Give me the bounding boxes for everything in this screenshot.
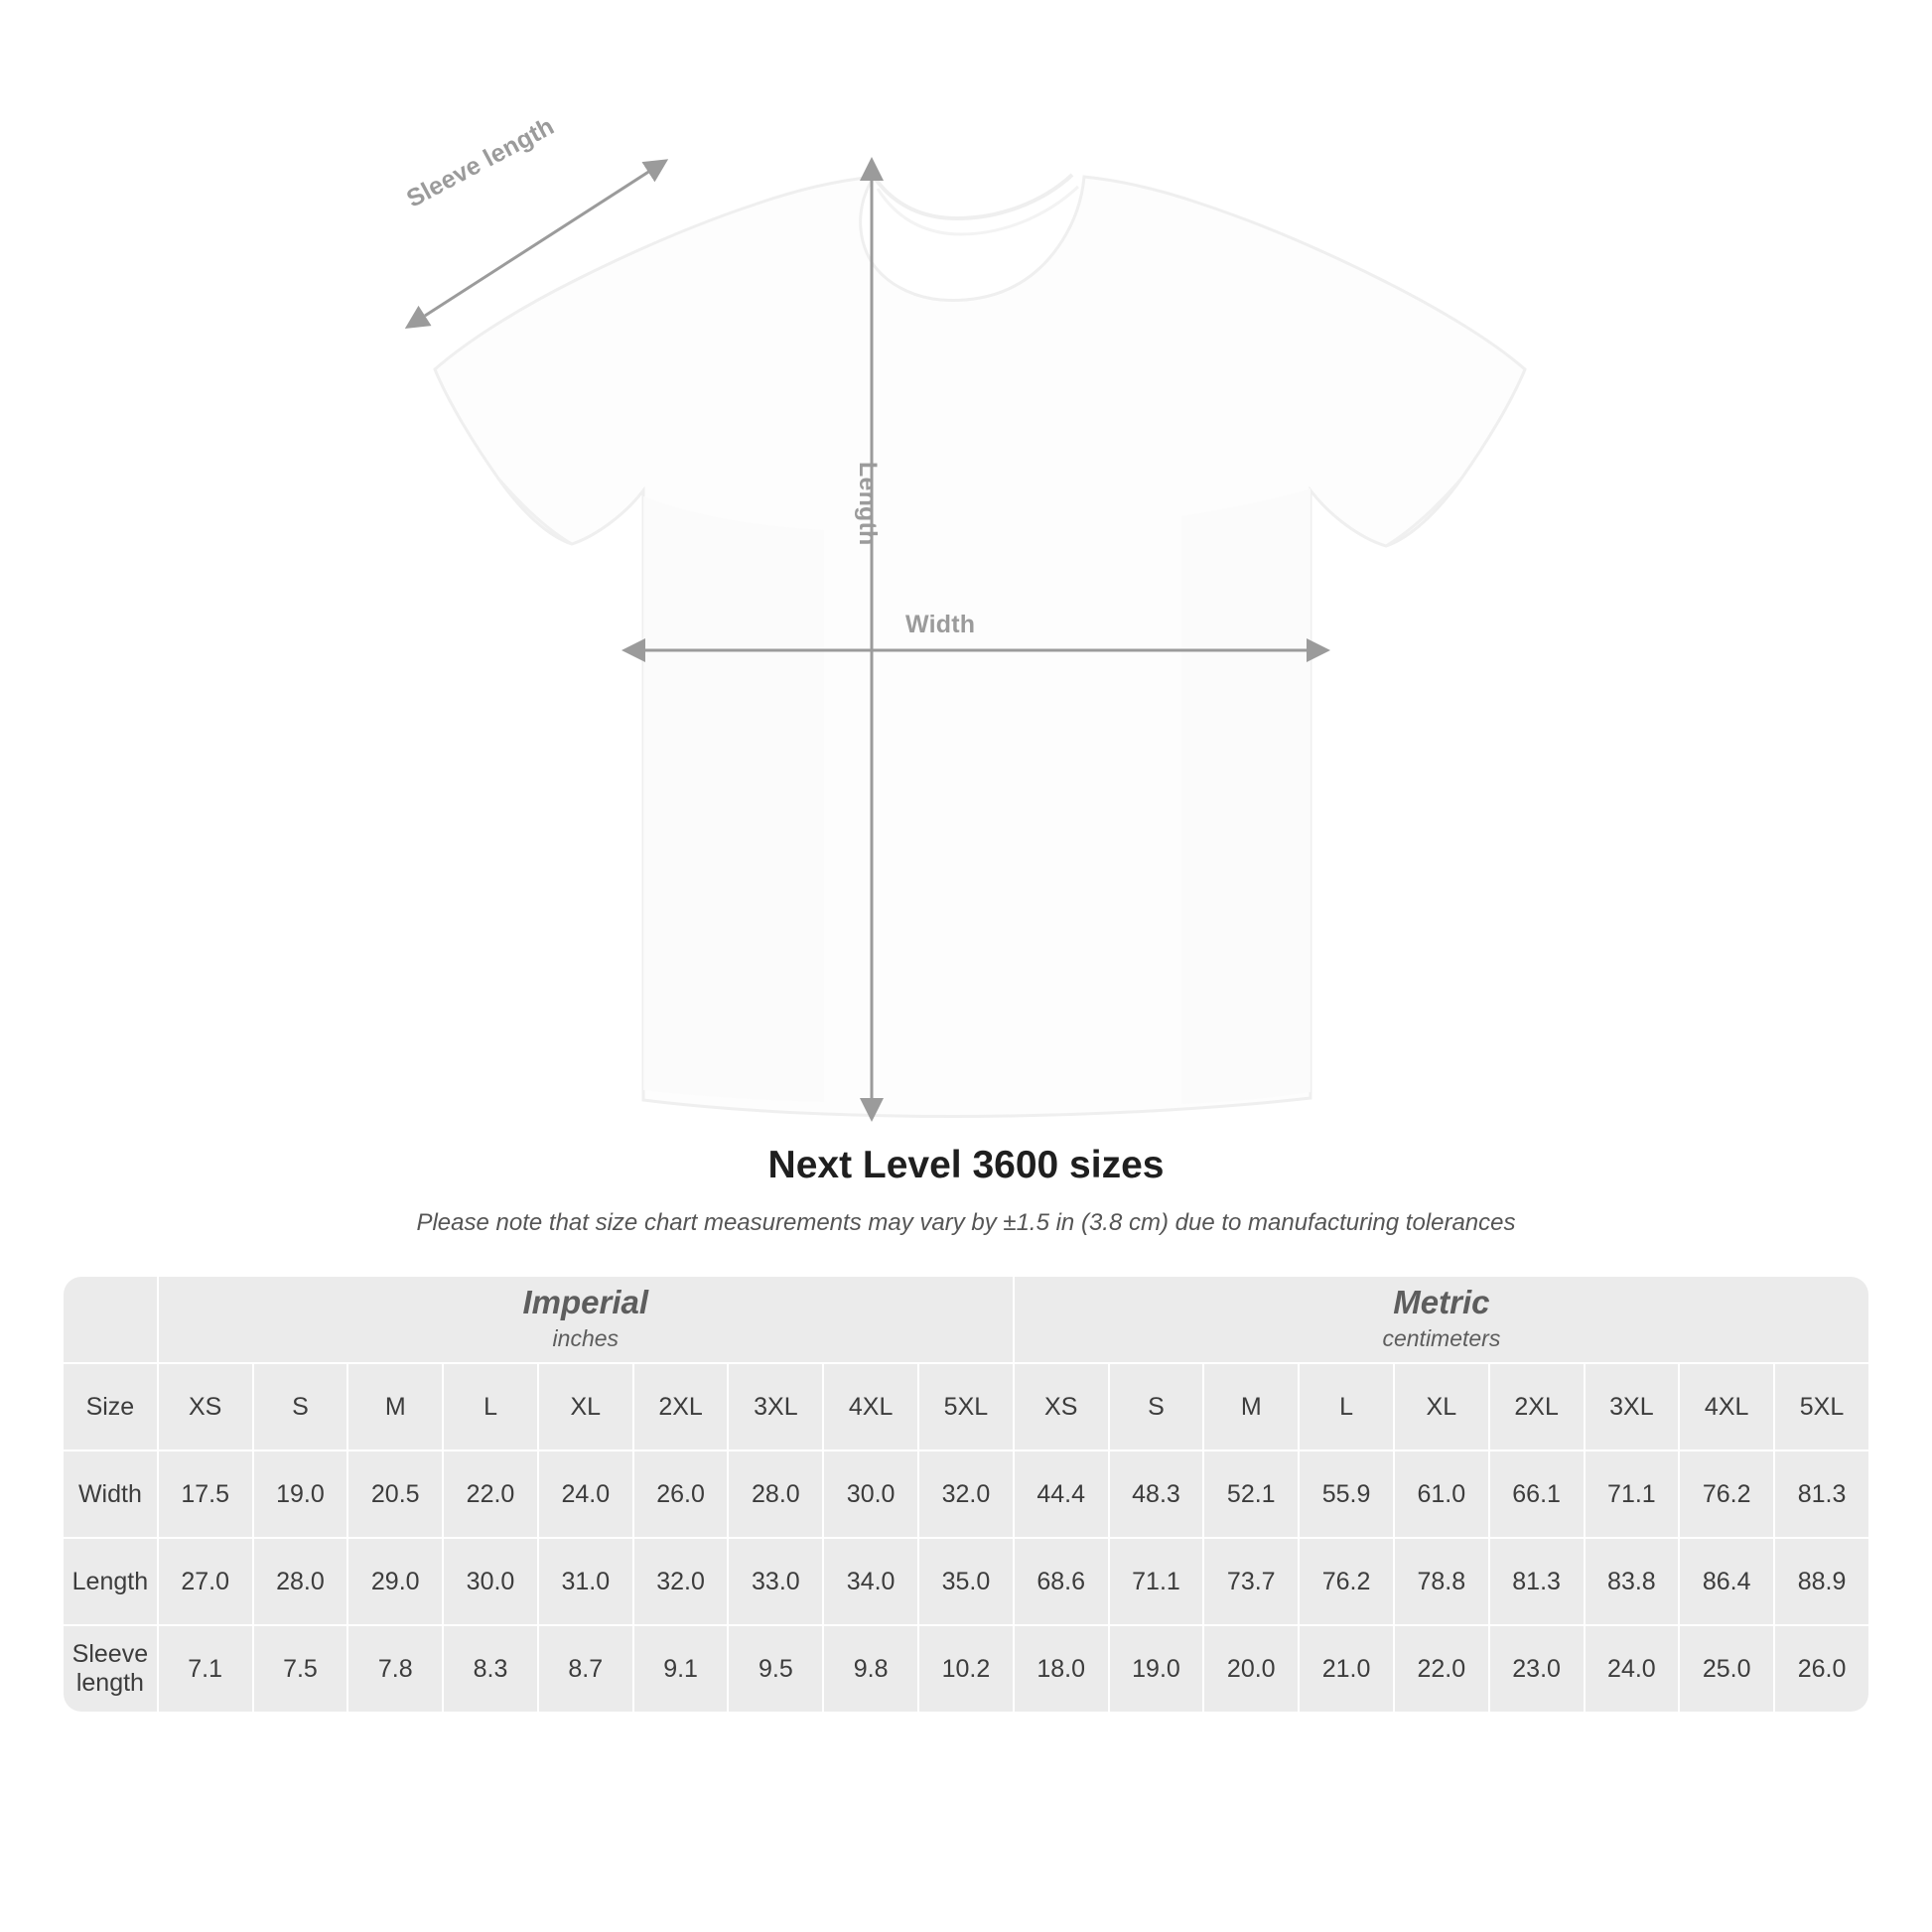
cell-width-8: 32.0 <box>919 1451 1013 1537</box>
cell-sleeve-6: 9.5 <box>729 1626 822 1712</box>
cell-length-6: 33.0 <box>729 1539 822 1624</box>
unit-metric-sub: centimeters <box>1382 1324 1501 1351</box>
size-col-m-met: M <box>1204 1364 1298 1449</box>
table-row <box>64 1539 1868 1624</box>
cell-sleeve-16: 25.0 <box>1680 1626 1773 1712</box>
cell-length-8: 35.0 <box>919 1539 1013 1624</box>
cell-width-17: 81.3 <box>1775 1451 1868 1537</box>
size-col-2xl-imp: 2XL <box>634 1364 728 1449</box>
title-block <box>0 1144 1932 1237</box>
unit-header-metric <box>1015 1277 1868 1362</box>
row-label-sleeve-length: Sleeve length <box>64 1626 157 1712</box>
cell-sleeve-11: 20.0 <box>1204 1626 1298 1712</box>
size-col-xl-imp: XL <box>539 1364 632 1449</box>
cell-width-11: 52.1 <box>1204 1451 1298 1537</box>
size-table-wrapper <box>62 1275 1870 1714</box>
cell-length-0: 27.0 <box>159 1539 252 1624</box>
cell-width-2: 20.5 <box>348 1451 442 1537</box>
unit-imperial-name: Imperial <box>522 1283 649 1320</box>
size-col-4xl-met: 4XL <box>1680 1364 1773 1449</box>
size-col-3xl-met: 3XL <box>1586 1364 1679 1449</box>
table-unit-header-row <box>64 1277 1868 1362</box>
page-title: Next Level 3600 sizes <box>767 1144 1165 1186</box>
table-row <box>64 1626 1868 1712</box>
cell-length-15: 83.8 <box>1586 1539 1679 1624</box>
row-label-length: Length <box>64 1539 157 1624</box>
unit-header-spacer <box>64 1277 157 1362</box>
unit-imperial-sub: inches <box>552 1324 620 1351</box>
width-label: Width <box>905 611 976 638</box>
cell-width-9: 44.4 <box>1015 1451 1108 1537</box>
cell-length-1: 28.0 <box>254 1539 347 1624</box>
unit-metric-name: Metric <box>1393 1283 1490 1320</box>
sleeve-length-label: Sleeve length <box>402 112 559 213</box>
cell-width-5: 26.0 <box>634 1451 728 1537</box>
cell-sleeve-13: 22.0 <box>1395 1626 1488 1712</box>
cell-length-16: 86.4 <box>1680 1539 1773 1624</box>
cell-width-7: 30.0 <box>824 1451 917 1537</box>
cell-sleeve-14: 23.0 <box>1490 1626 1584 1712</box>
size-col-m-imp: M <box>348 1364 442 1449</box>
cell-length-11: 73.7 <box>1204 1539 1298 1624</box>
cell-length-5: 32.0 <box>634 1539 728 1624</box>
cell-length-9: 68.6 <box>1015 1539 1108 1624</box>
size-col-4xl-imp: 4XL <box>824 1364 917 1449</box>
cell-length-3: 30.0 <box>444 1539 537 1624</box>
cell-sleeve-5: 9.1 <box>634 1626 728 1712</box>
row-label-width: Width <box>64 1451 157 1537</box>
size-col-xs-met: XS <box>1015 1364 1108 1449</box>
cell-length-14: 81.3 <box>1490 1539 1584 1624</box>
cell-sleeve-0: 7.1 <box>159 1626 252 1712</box>
cell-sleeve-12: 21.0 <box>1300 1626 1393 1712</box>
cell-width-16: 76.2 <box>1680 1451 1773 1537</box>
cell-sleeve-8: 10.2 <box>919 1626 1013 1712</box>
cell-length-17: 88.9 <box>1775 1539 1868 1624</box>
cell-width-4: 24.0 <box>539 1451 632 1537</box>
size-col-xl-met: XL <box>1395 1364 1488 1449</box>
cell-width-6: 28.0 <box>729 1451 822 1537</box>
cell-length-2: 29.0 <box>348 1539 442 1624</box>
size-col-5xl-imp: 5XL <box>919 1364 1013 1449</box>
size-table <box>62 1275 1870 1714</box>
table-row <box>64 1451 1868 1537</box>
cell-width-12: 55.9 <box>1300 1451 1393 1537</box>
size-col-xs-imp: XS <box>159 1364 252 1449</box>
cell-sleeve-2: 7.8 <box>348 1626 442 1712</box>
cell-sleeve-9: 18.0 <box>1015 1626 1108 1712</box>
cell-sleeve-3: 8.3 <box>444 1626 537 1712</box>
cell-sleeve-15: 24.0 <box>1586 1626 1679 1712</box>
size-col-s-imp: S <box>254 1364 347 1449</box>
tshirt-shape <box>435 175 1525 1116</box>
cell-width-0: 17.5 <box>159 1451 252 1537</box>
cell-length-13: 78.8 <box>1395 1539 1488 1624</box>
size-col-3xl-imp: 3XL <box>729 1364 822 1449</box>
tolerance-note: Please note that size chart measurements may vary by ±1.5 in (3.8 cm) due to manufacturing tolerances <box>416 1209 1516 1236</box>
cell-width-13: 61.0 <box>1395 1451 1488 1537</box>
size-col-2xl-met: 2XL <box>1490 1364 1584 1449</box>
cell-sleeve-17: 26.0 <box>1775 1626 1868 1712</box>
cell-length-7: 34.0 <box>824 1539 917 1624</box>
size-col-l-imp: L <box>444 1364 537 1449</box>
cell-length-10: 71.1 <box>1110 1539 1203 1624</box>
unit-header-imperial <box>159 1277 1013 1362</box>
cell-width-10: 48.3 <box>1110 1451 1203 1537</box>
cell-sleeve-4: 8.7 <box>539 1626 632 1712</box>
size-header-label: Size <box>64 1364 157 1449</box>
cell-sleeve-7: 9.8 <box>824 1626 917 1712</box>
cell-width-3: 22.0 <box>444 1451 537 1537</box>
cell-width-1: 19.0 <box>254 1451 347 1537</box>
length-label: Length <box>854 462 882 546</box>
cell-sleeve-10: 19.0 <box>1110 1626 1203 1712</box>
cell-width-14: 66.1 <box>1490 1451 1584 1537</box>
cell-width-15: 71.1 <box>1586 1451 1679 1537</box>
size-col-l-met: L <box>1300 1364 1393 1449</box>
cell-sleeve-1: 7.5 <box>254 1626 347 1712</box>
table-size-header-row <box>64 1364 1868 1449</box>
cell-length-12: 76.2 <box>1300 1539 1393 1624</box>
size-col-5xl-met: 5XL <box>1775 1364 1868 1449</box>
cell-length-4: 31.0 <box>539 1539 632 1624</box>
size-col-s-met: S <box>1110 1364 1203 1449</box>
